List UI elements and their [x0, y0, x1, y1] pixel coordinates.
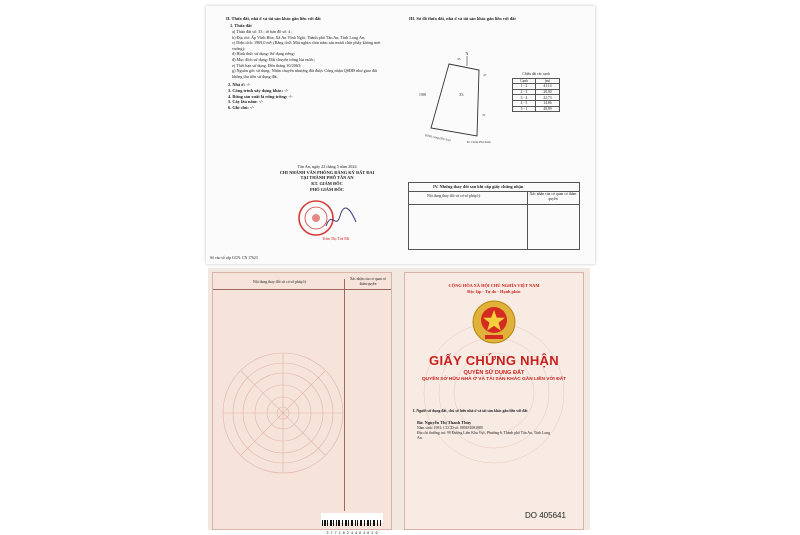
- kt-director: KT. GIÁM ĐỐC: [311, 181, 343, 187]
- land-line: a) Thửa đất số: 33 ; tờ bản đồ số: 4 ;: [232, 29, 293, 34]
- serial-number: DO 405641: [525, 511, 566, 520]
- edge-cell: 1 - 2: [513, 84, 536, 90]
- left-col-confirm: Xác nhận của cơ quan có thẩm quyền: [349, 277, 387, 286]
- guilloche-pattern: [213, 273, 391, 529]
- neighbor-top-label: 45: [457, 57, 461, 61]
- item-house: 2. Nhà ở: -/-: [228, 82, 251, 87]
- certificate-subtitle-1: QUYỀN SỬ DỤNG ĐẤT: [463, 370, 525, 376]
- edge-cell: 5 - 1: [513, 106, 536, 112]
- owner-heading: I. Người sử dụng đất, chủ sở hữu nhà ở và tài sản khác gắn liền với đất: [413, 409, 528, 413]
- cover-left-page: [212, 272, 392, 535]
- owner-line: Năm sinh: 1981; CCCD số: 080181001889: [417, 426, 483, 430]
- numbered-items: [228, 82, 293, 111]
- changes-col-confirm: Xác nhận của cơ quan có thẩm quyền: [529, 192, 577, 201]
- edge-cell: 22,73: [535, 95, 559, 101]
- issuing-org-1: CHI NHÁNH VĂN PHÒNG ĐĂNG KÝ ĐẤT ĐAI: [279, 169, 375, 175]
- barcode-bars: [321, 520, 383, 526]
- owner-line: Địa chỉ thường trú: 99 Đường Liên Khu Vực, Phường 6, Thành phố Tân An, Tỉnh Long: [417, 431, 551, 435]
- item-forest: 4. Rừng sản xuất là rừng trồng: -/-: [228, 93, 293, 99]
- edge-cell: 4 - 5: [513, 100, 536, 106]
- issuing-org-2: TẠI THÀNH PHỐ TÂN AN: [300, 175, 354, 181]
- item-construction: 3. Công trình xây dựng khác: -/-: [228, 87, 289, 93]
- edge-cell: 14,86: [535, 100, 559, 106]
- edge-col-header: Cạnh: [513, 78, 536, 84]
- owner-details: [417, 426, 550, 441]
- neighbor-right-label: 47: [483, 73, 487, 77]
- registry-number: Số vào sổ cấp GCN: CN 17623: [210, 256, 258, 260]
- land-parcel-heading: 1. Thửa đất: [230, 23, 252, 28]
- national-emblem: [471, 299, 517, 345]
- road-label: Đ. Châu Phi Kim: [467, 140, 491, 144]
- edge-cell: 41,14: [535, 84, 559, 90]
- changes-table: [408, 182, 580, 250]
- nation-title: CỘNG HÒA XÃ HỘI CHỦ NGHĨA VIỆT NAM: [448, 283, 540, 288]
- owner-line: An.: [417, 436, 423, 440]
- parcel-outline: [431, 64, 479, 136]
- north-label: N: [465, 51, 469, 56]
- land-details: [232, 29, 380, 79]
- national-motto: Độc lập - Tự do - Hạnh phúc: [467, 289, 521, 294]
- certificate-title: GIẤY CHỨNG NHẬN: [429, 353, 559, 368]
- cover-right-page: [404, 272, 584, 530]
- signer-name: Trần Thị Trà Mi: [322, 236, 350, 241]
- signature-block: [258, 164, 396, 193]
- land-line: không thu tiền sử dụng đất.: [232, 73, 278, 79]
- edge-table-header: Chiều dài các cạnh: [522, 72, 550, 76]
- certificate-inner-page: [206, 6, 595, 264]
- section-ii-title: II. Thửa đất, nhà ở và tài sản khác gắn liền với đất: [226, 16, 321, 21]
- edge-cell: 2 - 3: [513, 89, 536, 95]
- area-label: 1969: [419, 93, 427, 97]
- changes-col-content: Nội dung thay đổi và cơ sở pháp lý: [427, 194, 481, 198]
- edge-col-header: (m): [535, 78, 559, 84]
- edge-cell: 20,00: [535, 89, 559, 95]
- signature-scribble: [324, 206, 358, 232]
- section-iii-title: III. Sơ đồ thửa đất, nhà ở và tài sản khác gắn liền với đất: [409, 16, 516, 21]
- left-col-content: Nội dung thay đổi và cơ sở pháp lý: [253, 280, 307, 284]
- certificate-subtitle-2: QUYỀN SỞ HỮU NHÀ Ở VÀ TÀI SẢN KHÁC GẮN LIỀN VỚI ĐẤT: [421, 377, 567, 382]
- deputy-director: PHÓ GIÁM ĐỐC: [310, 186, 344, 192]
- barcode: [321, 513, 383, 535]
- item-note: 6. Ghi chú: -/-: [228, 105, 255, 111]
- land-line: đ) Mục đích sử dụng: Đất chuyên trồng lúa nước;: [232, 56, 315, 62]
- land-line: vuông);: [232, 45, 246, 51]
- land-line: c) Diện tích: 1969,0 m²; (Bằng chữ: Một nghìn chín trăm sáu mươi chín phẩy không mét: [232, 40, 381, 46]
- parcel-number-label: 33: [459, 92, 464, 97]
- land-line: e) Thời hạn sử dụng: Đến tháng 10/2063;: [232, 62, 302, 68]
- neighbor-right2-label: 32: [482, 113, 486, 117]
- barcode-number: 3 7 7 1 0 2 4 4 6 4 6 2 0: [326, 531, 378, 535]
- land-line: d) Hình thức sử dụng: Sử dụng riêng;: [232, 51, 295, 57]
- land-line: b) Địa chỉ: Ấp Vĩnh Hòa, Xã An Vĩnh Ngãi, Thành phố Tân An, Tỉnh Long An;: [232, 34, 366, 40]
- canal-label: Kênh cung (lớn 3m): [424, 133, 451, 143]
- edge-cell: 49,99: [535, 106, 559, 112]
- land-line: g) Nguồn gốc sử dụng: Nhận chuyển nhượng đất được Công nhận QSDĐ như giao đất: [232, 68, 378, 74]
- changes-title: IV. Những thay đổi sau khi cấp giấy chứng nhận: [433, 184, 524, 189]
- owner-name: Bà: Nguyễn Thị Thanh Thúy: [417, 420, 472, 425]
- issue-date: Tân An, ngày 22 tháng 5 năm 2024: [297, 164, 357, 169]
- edge-cell: 3 - 4: [513, 95, 536, 101]
- edge-table: [512, 72, 560, 112]
- parcel-map: [411, 26, 511, 144]
- item-perennial: 5. Cây lâu năm: -/-: [228, 99, 264, 105]
